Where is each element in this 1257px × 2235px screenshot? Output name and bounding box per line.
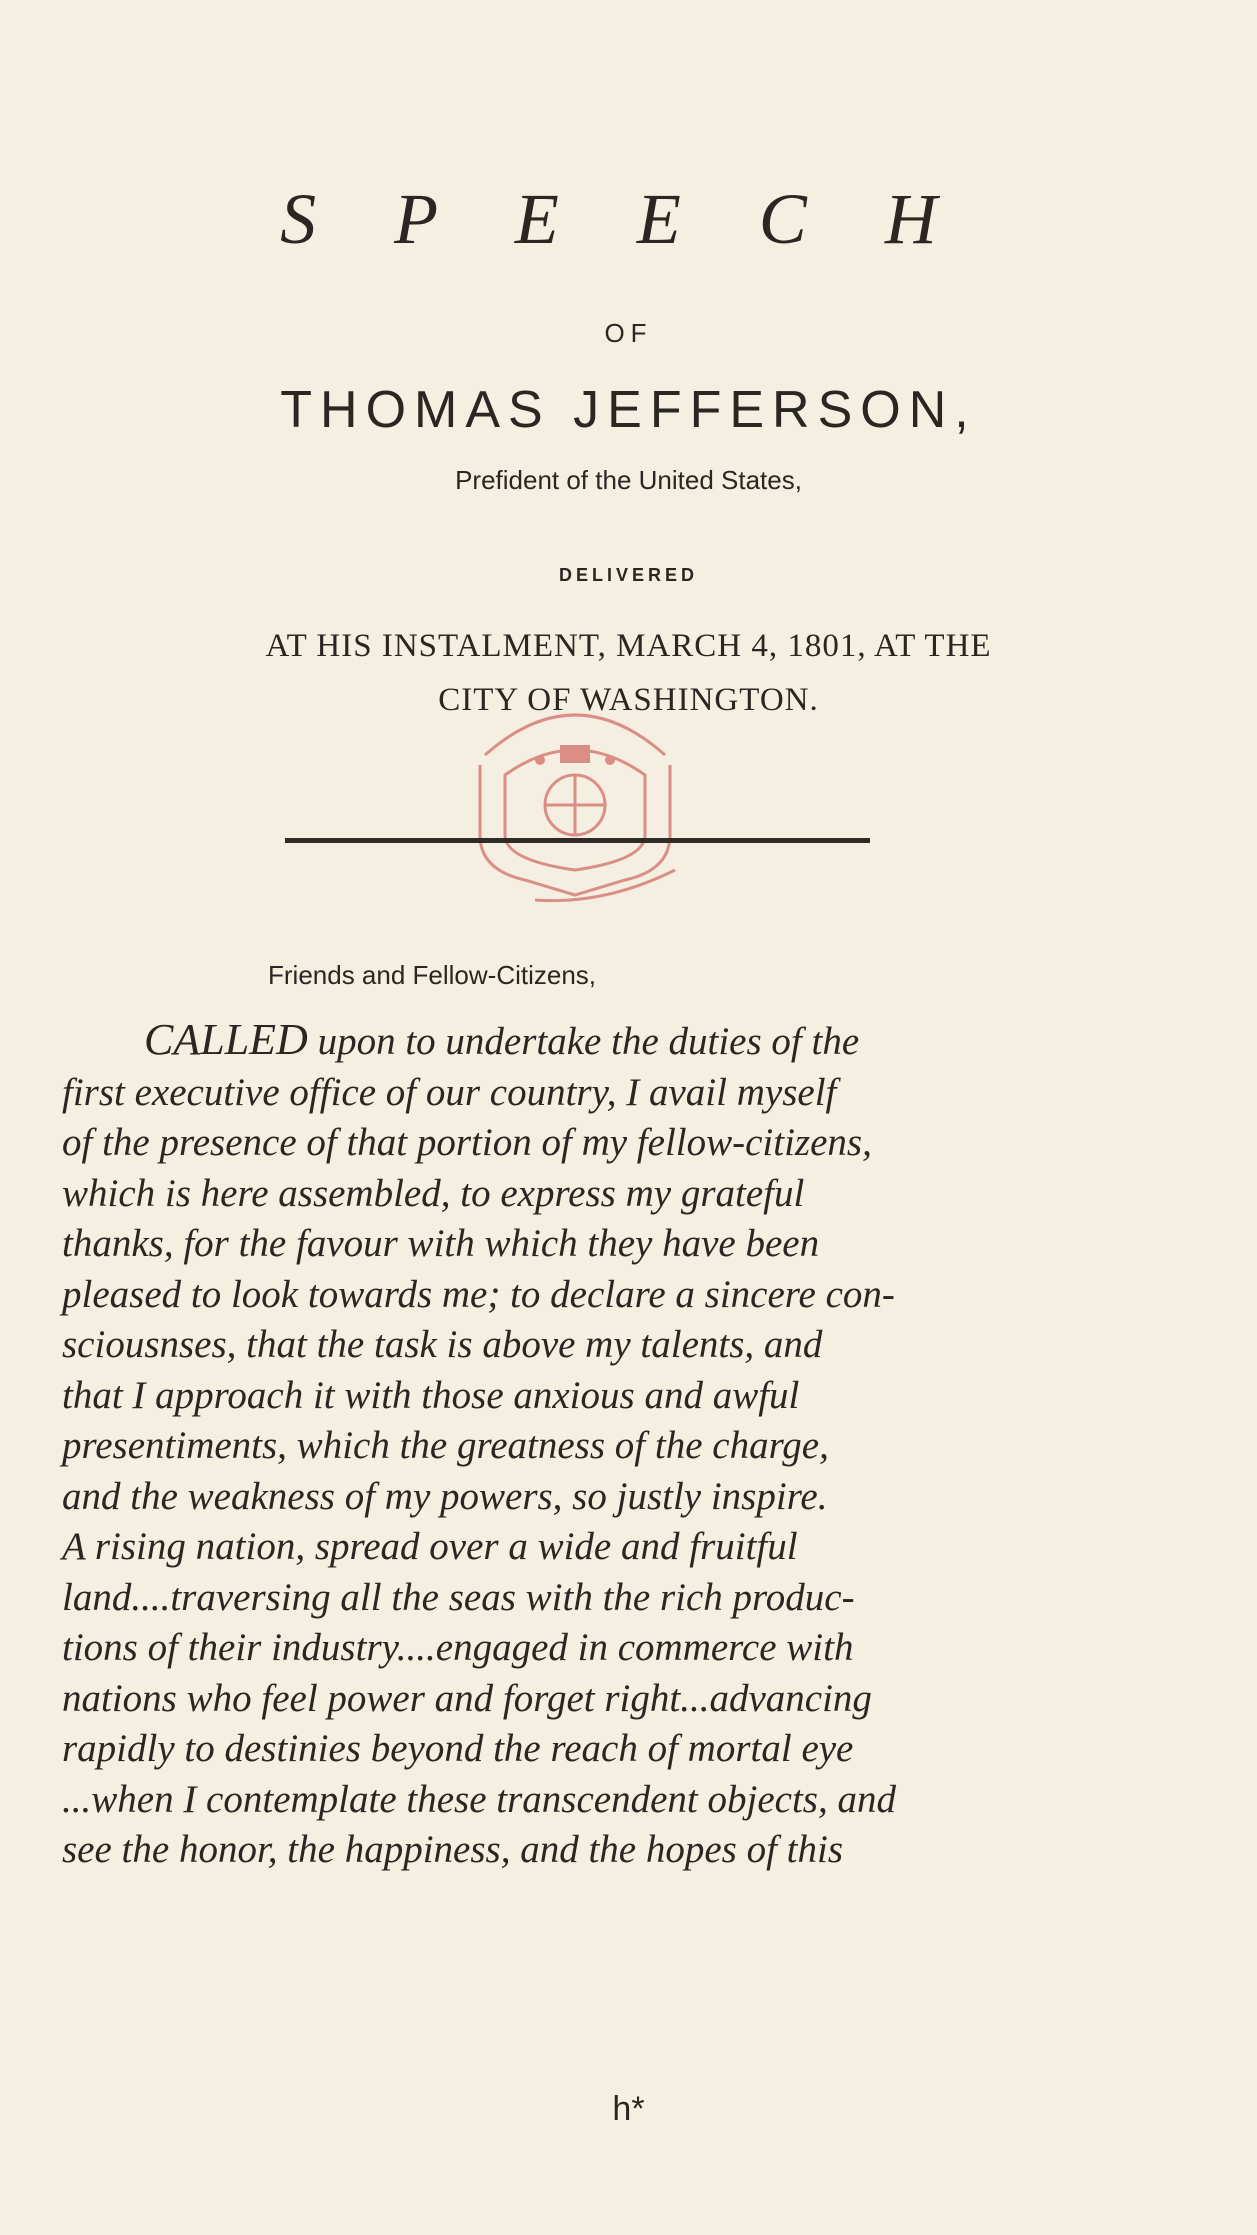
body-line: see the honor, the happiness, and the hopes of this <box>62 1828 844 1871</box>
library-stamp-icon <box>445 685 705 905</box>
body-line: nations who feel power and forget right...advancing <box>62 1676 872 1720</box>
body-line: first executive office of our country, I avail myself <box>62 1070 837 1114</box>
speaker-title: Prefident of the United States, <box>455 465 802 495</box>
speaker-name: THOMAS JEFFERSON, <box>280 381 977 439</box>
city-line: CITY OF WASHINGTON. <box>438 682 819 718</box>
of-line: OF <box>604 318 653 348</box>
instalment-line: AT HIS INSTALMENT, MARCH 4, 1801, AT THE <box>265 628 992 664</box>
body-line: of the presence of that portion of my fellow-citizens, <box>62 1121 872 1164</box>
body-line: thanks, for the favour with which they have been <box>62 1222 820 1265</box>
signature-mark: h* <box>612 2090 645 2128</box>
body-line: that I approach it with those anxious and awful <box>62 1373 800 1417</box>
speech-body <box>62 1015 1102 1876</box>
body-line: A rising nation, spread over a wide and fruitful <box>62 1525 798 1568</box>
delivered-line: DELIVERED <box>558 565 699 585</box>
body-line: presentiments, which the greatness of the charge, <box>62 1424 829 1467</box>
body-line: sciousnses, that the task is above my talents, and <box>62 1323 823 1366</box>
body-line-1-rest: upon to undertake the duties of the <box>307 1020 860 1063</box>
body-line: ...when I contemplate these transcendent objects, and <box>62 1777 896 1821</box>
body-line: pleased to look towards me; to declare a sincere con- <box>62 1272 895 1316</box>
body-line <box>62 1015 1102 1068</box>
salutation: Friends and Fellow-Citizens, <box>268 960 597 990</box>
body-line: land....traversing all the seas with the rich produc- <box>62 1575 855 1619</box>
body-line: and the weakness of my powers, so justly inspire. <box>62 1474 828 1518</box>
body-line: which is here assembled, to express my grateful <box>62 1171 805 1215</box>
page-title: S P E E C H <box>280 179 967 259</box>
body-line: tions of their industry....engaged in commerce with <box>62 1626 854 1669</box>
body-line: rapidly to destinies beyond the reach of mortal eye <box>62 1727 854 1770</box>
lead-word: CALLED <box>144 1015 308 1064</box>
divider-rule <box>285 838 870 843</box>
